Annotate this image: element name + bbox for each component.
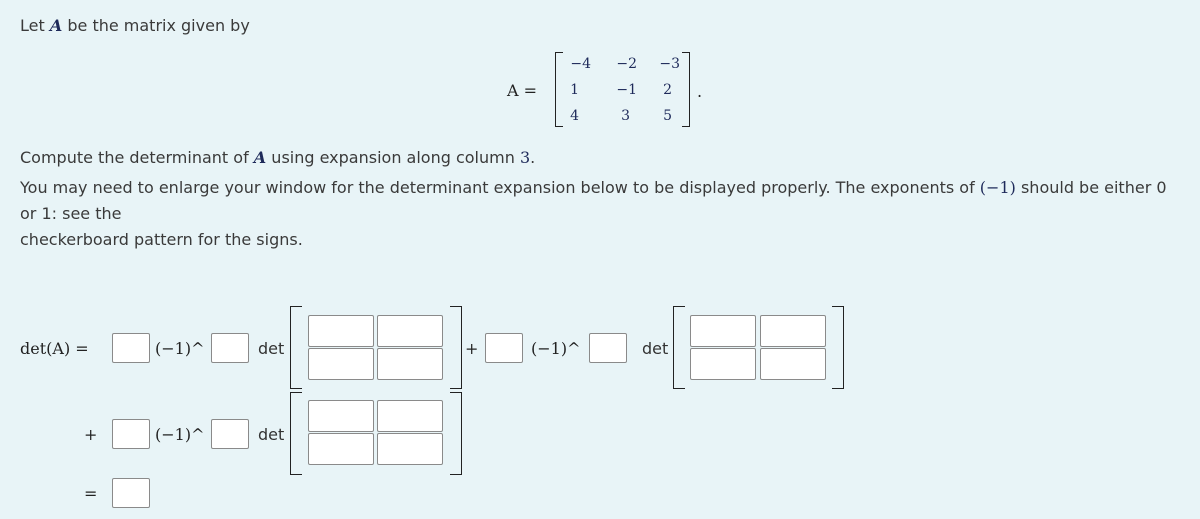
matrix-cell-r3c2: 3 xyxy=(621,108,630,124)
intro-prefix: Let xyxy=(20,16,50,35)
task-var: A xyxy=(253,148,267,167)
minor-1-right-bracket xyxy=(450,306,462,389)
minor-2-r2c2[interactable] xyxy=(760,348,826,380)
minor-1-r1c1[interactable] xyxy=(308,315,374,347)
det-label-1: det xyxy=(258,339,285,358)
minor-3-r2c1[interactable] xyxy=(308,433,374,465)
task-middle: using expansion along column xyxy=(266,148,520,167)
minor-2-left-bracket xyxy=(673,306,685,389)
minor-3-right-bracket xyxy=(450,392,462,475)
minor-1-r2c1[interactable] xyxy=(308,348,374,380)
det-label-3: det xyxy=(258,425,285,444)
coef-input-2[interactable] xyxy=(485,333,523,363)
task-suffix: . xyxy=(530,148,536,167)
plus-sign-2: + xyxy=(84,425,98,444)
neg-one-pow-2: (−1)^ xyxy=(531,339,581,358)
intro-text xyxy=(20,13,250,39)
matrix-cell-r3c3: 5 xyxy=(663,108,672,124)
task-text xyxy=(20,145,535,171)
minor-2-r1c2[interactable] xyxy=(760,315,826,347)
det-a-label: det(A) = xyxy=(20,339,89,358)
minor-3-left-bracket xyxy=(290,392,302,475)
note-text xyxy=(20,175,1180,253)
minor-1-left-bracket xyxy=(290,306,302,389)
matrix-right-bracket xyxy=(682,52,690,127)
minor-3-r2c2[interactable] xyxy=(377,433,443,465)
exponent-input-1[interactable] xyxy=(211,333,249,363)
minor-1-r2c2[interactable] xyxy=(377,348,443,380)
minor-2-right-bracket xyxy=(832,306,844,389)
det-label-2: det xyxy=(642,339,669,358)
minor-3-r1c1[interactable] xyxy=(308,400,374,432)
matrix-cell-r2c1: 1 xyxy=(570,82,579,98)
matrix-end-punct: . xyxy=(697,82,703,101)
task-col: 3 xyxy=(519,148,531,167)
plus-sign-1: + xyxy=(465,339,479,358)
matrix-label: A = xyxy=(507,81,538,100)
matrix-cell-r1c2: −2 xyxy=(616,56,637,72)
exponent-input-2[interactable] xyxy=(589,333,627,363)
exponent-input-3[interactable] xyxy=(211,419,249,449)
note-part1: You may need to enlarge your window for the determinant expansion below to be displayed properly. The exponents of xyxy=(20,178,980,197)
matrix-cell-r3c1: 4 xyxy=(570,108,579,124)
result-input[interactable] xyxy=(112,478,150,508)
coef-input-3[interactable] xyxy=(112,419,150,449)
matrix-cell-r1c3: −3 xyxy=(659,56,680,72)
matrix-cell-r1c1: −4 xyxy=(570,56,591,72)
note-part2: should be either 0 or 1: see the xyxy=(20,178,1167,223)
matrix-a-display xyxy=(507,52,703,128)
intro-suffix: be the matrix given by xyxy=(62,16,250,35)
intro-var: A xyxy=(49,16,63,35)
minor-2-r2c1[interactable] xyxy=(690,348,756,380)
equals-sign: = xyxy=(84,484,98,503)
matrix-cell-r2c2: −1 xyxy=(616,82,637,98)
minor-2-r1c1[interactable] xyxy=(690,315,756,347)
note-line2: checkerboard pattern for the signs. xyxy=(20,230,303,249)
neg-one-pow-3: (−1)^ xyxy=(155,425,205,444)
task-prefix: Compute the determinant of xyxy=(20,148,254,167)
note-neg-one: (−1) xyxy=(979,178,1016,197)
matrix-cell-r2c3: 2 xyxy=(663,82,672,98)
neg-one-pow-1: (−1)^ xyxy=(155,339,205,358)
coef-input-1[interactable] xyxy=(112,333,150,363)
minor-1-r1c2[interactable] xyxy=(377,315,443,347)
minor-3-r1c2[interactable] xyxy=(377,400,443,432)
